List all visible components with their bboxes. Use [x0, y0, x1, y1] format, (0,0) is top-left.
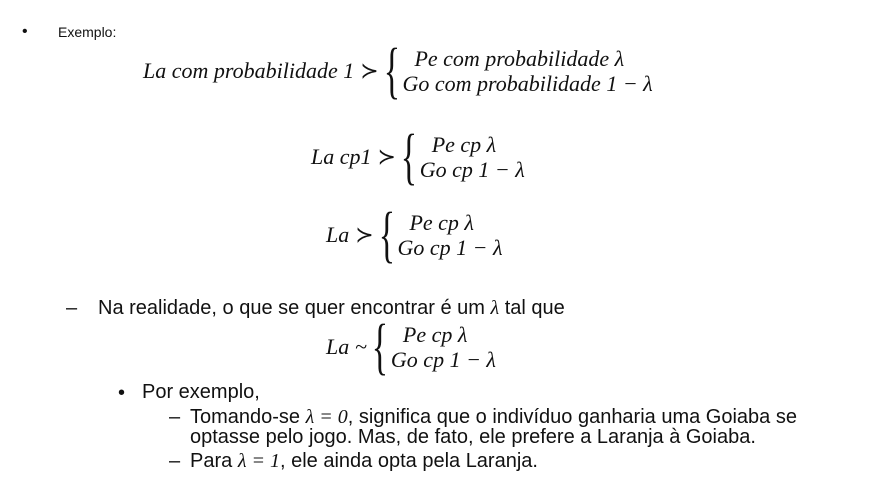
item-1-line-2: optasse pelo jogo. Mas, de fato, ele prefere a Laranja à Goiaba.	[190, 426, 756, 448]
eq3-brace: {	[378, 201, 395, 269]
realidade-text-before: Na realidade, o que se quer encontrar é um	[98, 297, 491, 319]
item-1-math: λ = 0	[305, 406, 348, 428]
item-2-text-after: , ele ainda opta pela Laranja.	[279, 450, 538, 472]
eq2-relation: ≻	[377, 144, 396, 169]
dash-item-2: –	[169, 450, 181, 472]
item-1-text-before: Tomando-se	[190, 406, 306, 428]
eq3-lhs: La	[326, 222, 350, 247]
equation-2	[311, 123, 525, 191]
intro-label: Exemplo:	[58, 24, 117, 40]
eq1-lhs: La com probabilidade 1	[143, 58, 355, 83]
item-1-text-after: , significa que o indivíduo ganharia uma Goiaba se	[347, 406, 797, 428]
eq3-row-1: Pe cp λ	[409, 210, 474, 235]
dash-item-1: –	[169, 406, 181, 428]
realidade-text-after: tal que	[499, 297, 565, 319]
dash-realidade: –	[66, 297, 78, 319]
eq3-relation: ≻	[355, 222, 374, 247]
bullet-por-exemplo: •	[118, 382, 126, 404]
eq3-row-2: Go cp 1 − λ	[397, 235, 503, 260]
eq1-brace: {	[383, 37, 400, 105]
item-2-math: λ = 1	[237, 450, 280, 472]
text-realidade	[98, 297, 565, 320]
item-2-line	[190, 450, 538, 473]
eq4-row-2: Go cp 1 − λ	[390, 347, 496, 372]
eq2-lhs: La cp1	[311, 144, 372, 169]
eq4-relation: ~	[355, 334, 368, 359]
equation-3	[326, 201, 503, 269]
eq2-row-1: Pe cp λ	[431, 132, 497, 157]
eq4-lhs: La	[326, 334, 350, 359]
equation-4	[326, 313, 496, 381]
eq2-row-2: Go cp 1 − λ	[419, 157, 525, 182]
text-por-exemplo: Por exemplo,	[142, 381, 260, 403]
eq2-brace: {	[400, 123, 418, 191]
item-2-text-before: Para	[190, 450, 238, 472]
eq1-row-1: Pe com probabilidade λ	[414, 46, 625, 71]
eq1-relation: ≻	[360, 58, 379, 83]
eq4-brace: {	[371, 313, 389, 381]
eq4-row-1: Pe cp λ	[402, 322, 468, 347]
equation-1	[143, 37, 653, 105]
eq1-row-2: Go com probabilidade 1 − λ	[402, 71, 653, 96]
realidade-lambda: λ	[490, 297, 500, 319]
bullet-exemplo: •	[22, 23, 28, 40]
